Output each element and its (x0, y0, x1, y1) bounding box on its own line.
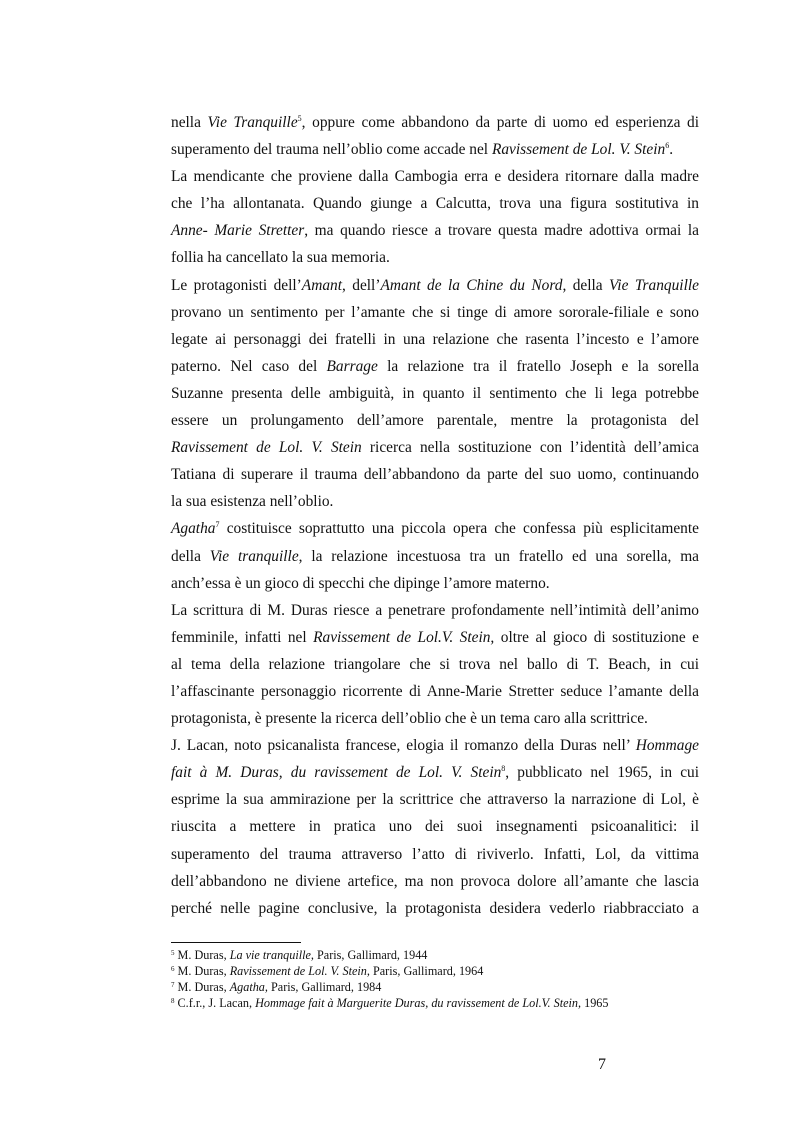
text-run: M. Duras, (174, 964, 230, 978)
text-run: l’affascinante personaggio ricorrente di Anne-Marie Stretter seduce l’amante della (171, 682, 699, 700)
footnote-reference: 7 (215, 520, 220, 530)
text-line (171, 515, 699, 542)
text-line (171, 759, 699, 786)
text-run: , dell’ (341, 276, 381, 294)
footnote (171, 963, 711, 979)
text-line (171, 109, 699, 136)
text-line (171, 678, 699, 705)
text-line (171, 217, 699, 244)
text-line (171, 732, 699, 759)
text-run: costituisce soprattutto una piccola opera che confessa più esplicitamente (219, 520, 699, 538)
text-line (171, 434, 699, 461)
italic-title: Agatha, (229, 980, 268, 994)
footnote (171, 995, 711, 1011)
text-run: al tema della relazione triangolare che si trova nel ballo di T. Beach, in cui (171, 655, 699, 673)
footnotes (171, 947, 711, 1011)
footnote (171, 947, 711, 963)
footnote-reference: 5 (171, 949, 175, 957)
italic-title: fait à M. Duras, du ravissement de Lol. V. Stein (171, 764, 502, 782)
text-run: follia ha cancellato la sua memoria. (171, 249, 390, 267)
text-run: legate ai personaggi dei fratelli in una relazione che rasenta l’incesto e l’amore (171, 330, 699, 348)
text-run: , pubblicato nel 1965, in cui (505, 764, 699, 782)
text-run: La scrittura di M. Duras riesce a penetrare profondamente nell’intimità dell’animo (171, 601, 699, 619)
text-line (171, 786, 699, 813)
text-run: nella (171, 114, 208, 131)
footnote (171, 979, 711, 995)
text-line (171, 326, 699, 353)
italic-title: Ravissement de Lol. V. Stein, (229, 964, 370, 978)
text-run: la sua esistenza nell’oblio. (171, 493, 334, 511)
text-run: protagonista, è presente la ricerca dell’oblio che è un tema caro alla scrittrice. (171, 710, 648, 728)
text-run: Le protagonisti dell’ (171, 276, 302, 294)
italic-title: Ravissement de Lol.V. Stein, (313, 628, 495, 646)
text-run: la relazione tra il fratello Joseph e la sorella (377, 357, 699, 375)
footnote-separator (171, 942, 301, 943)
text-line (171, 570, 699, 597)
footnote-reference: 5 (297, 114, 302, 123)
text-line (171, 543, 699, 570)
footnote-reference: 6 (171, 965, 175, 973)
text-run: Tatiana di superare il trauma dell’abbandono da parte del suo uomo, continuando (171, 466, 699, 484)
text-line (171, 597, 699, 624)
page-number: 7 (598, 1056, 606, 1073)
text-line (171, 624, 699, 651)
text-run: M. Duras, (174, 980, 230, 994)
italic-title: Vie tranquille (209, 547, 299, 565)
italic-title: Ravissement de Lol. V. Stein (171, 439, 362, 457)
italic-title: Hommage fait à Marguerite Duras, du ravissement de Lol.V. Stein, (255, 996, 582, 1010)
italic-title: Hommage (635, 737, 699, 755)
italic-title: Amant (301, 276, 342, 294)
text-run: riuscita a mettere in pratica uno dei suoi insegnamenti psicoanalitici: il (171, 818, 699, 836)
text-run: La mendicante che proviene dalla Cambogia erra e desidera ritornare dalla madre (171, 168, 699, 186)
text-run: oltre al gioco di sostituzione e (494, 628, 700, 646)
text-run: . (669, 141, 674, 159)
text-line (171, 244, 699, 271)
text-run: , la relazione incestuosa tra un fratello ed una sorella, ma (298, 547, 699, 565)
text-run: essere un prolungamento dell’amore parentale, mentre la protagonista del (171, 412, 699, 430)
text-run: provano un sentimento per l’amante che si tinge di amore sororale-filiale e sono (171, 303, 699, 321)
italic-title: Anne- Marie Stretter (171, 222, 305, 240)
text-run: della (566, 276, 610, 294)
text-line (171, 813, 699, 840)
text-run: della (171, 547, 210, 565)
footnote-reference: 6 (665, 141, 670, 151)
text-line (171, 705, 699, 732)
footnote-reference: 8 (501, 764, 506, 774)
text-run: ricerca nella sostituzione con l’identità dell’amica (361, 439, 699, 457)
text-run: perché nelle pagine conclusive, la protagonista desidera vederlo riabbracciato a (171, 899, 699, 917)
text-line (171, 868, 699, 895)
text-line (171, 190, 699, 217)
text-line (171, 488, 699, 515)
text-line (171, 380, 699, 407)
text-line (171, 895, 699, 922)
text-line (171, 163, 699, 190)
text-run: che l’ha allontanata. Quando giunge a Calcutta, trova una figura sostitutiva in (171, 195, 699, 213)
text-run: C.f.r., J. Lacan, (174, 996, 256, 1010)
text-line (171, 299, 699, 326)
italic-title: Barrage (326, 357, 378, 375)
italic-title: Vie Tranquille (609, 276, 699, 294)
italic-title: Vie Tranquille (207, 114, 298, 131)
text-run: 1965 (581, 996, 609, 1010)
text-run: Paris, Gallimard, 1984 (267, 980, 382, 994)
text-run: J. Lacan, noto psicanalista francese, elogia il romanzo della Duras nell’ (171, 737, 636, 755)
text-run: superamento del trauma attraverso l’atto di riviverlo. Infatti, Lol, da vittima (171, 845, 699, 863)
footnote-reference: 7 (171, 981, 175, 989)
text-line (171, 461, 699, 488)
text-run: Paris, Gallimard, 1944 (313, 948, 428, 962)
text-run: anch’essa è un gioco di specchi che dipinge l’amore materno. (171, 574, 550, 592)
text-run: superamento del trauma nell’oblio come accade nel (171, 141, 492, 159)
text-run: Suzanne presenta delle ambiguità, in quanto il sentimento che li lega potrebbe (171, 384, 699, 402)
text-run: esprime la sua ammirazione per la scrittrice che attraverso la narrazione di Lol, è (171, 791, 699, 809)
text-run: , oppure come abbandono da parte di uomo ed esperienza di (301, 114, 699, 131)
text-line (171, 651, 699, 678)
text-run: femminile, infatti nel (171, 628, 314, 646)
text-line (171, 136, 699, 163)
text-run: , ma quando riesce a trovare questa madre adottiva ormai la (304, 222, 699, 240)
text-line (171, 353, 699, 380)
italic-title: Ravissement de Lol. V. Stein (491, 141, 666, 159)
footnote-reference: 8 (171, 997, 175, 1005)
italic-title: Amant de la Chine du Nord, (380, 276, 567, 294)
text-line (171, 841, 699, 868)
text-run: Paris, Gallimard, 1964 (369, 964, 484, 978)
text-line (171, 407, 699, 434)
text-run: paterno. Nel caso del (171, 357, 327, 375)
body-text (171, 109, 699, 922)
text-run: dell’abbandono ne diviene artefice, ma non provoca dolore all’amante che lascia (171, 872, 699, 890)
italic-title: La vie tranquille, (229, 948, 314, 962)
text-line (171, 272, 699, 299)
text-run: M. Duras, (174, 948, 230, 962)
italic-title: Agatha (171, 520, 216, 538)
